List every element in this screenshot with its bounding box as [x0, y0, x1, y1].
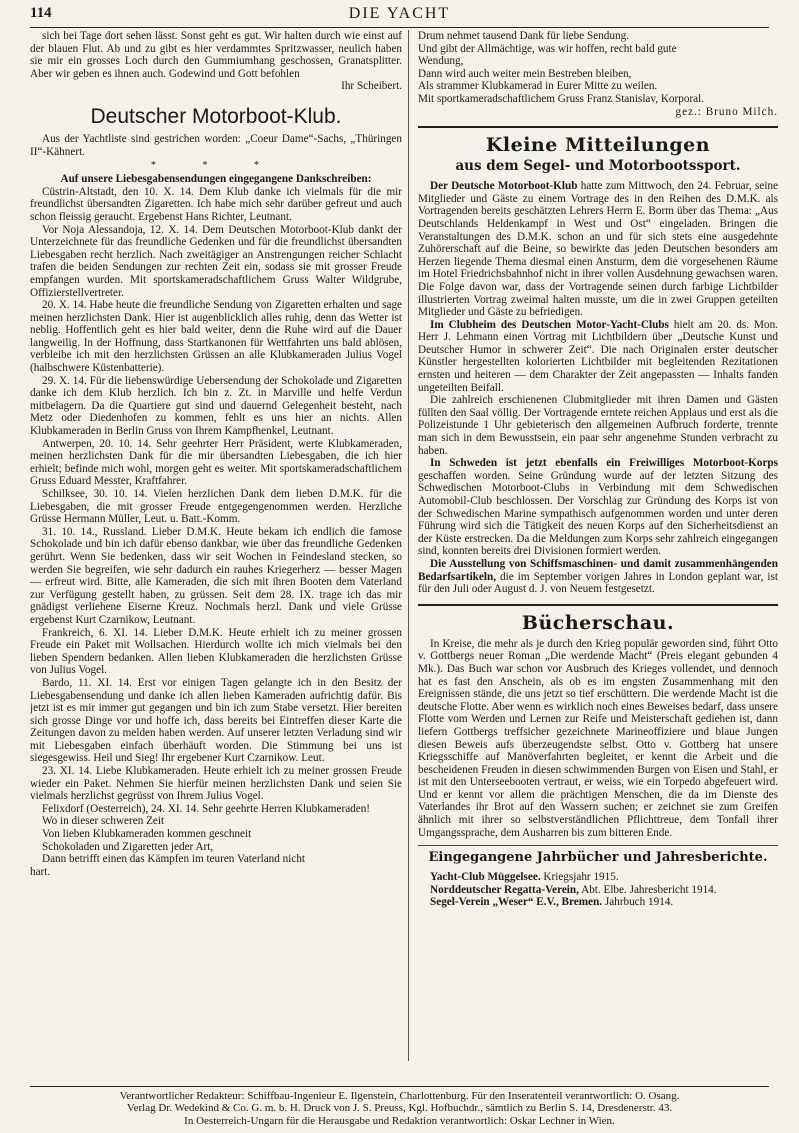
report-club: Norddeutscher Regatta-Verein, [430, 883, 579, 896]
report-text: Jahrbuch 1914. [602, 896, 674, 909]
report-item [418, 884, 778, 897]
report-item [418, 896, 778, 909]
running-title: DIE YACHT [348, 5, 451, 22]
poem-line-end: hart. [30, 865, 51, 878]
news-item-text: die im September vorigen Jahres in London geplant war, ist für den Juli oder August d. J. von Neuem festgesetzt. [418, 570, 778, 596]
news-item-text: geschaffen worden. Seine Gründung wurde auf der letzten Sitzung des Schwedischen Motorboot-Clubs in Verbindung mit dem Schwedischen Automobil-Club beschlossen. Der Vorschlag zur Gründung des Korps ist von der Schwedischen Marine sympathisch aufgenommen worden und unter deren Führung wird sich die Tätigkeit des neuen Korps auf den Sicherheitsdienst an der Küste erstrecken. Da die Meldungen zum Korps sehr zahlreich eingegangen sind, konnten bereits drei Divisionen formiert werden. [418, 469, 778, 558]
report-club: Yacht-Club Müggelsee. [430, 871, 541, 884]
news-item-lead: Die Ausstellung von Schiffsmaschinen- und damit zusammenhängenden Bedarfsartikeln, [418, 557, 778, 583]
thank-you-letter: Frankreich, 6. XI. 14. Lieber D.M.K. Heute erhielt ich zu meiner grossen Freude ein Paket mit Wollsachen. Hierdurch wollte ich mich vielmals bei den lieben Spendern bedanken. Allen lieben Klubkameraden die herzlichsten Grüsse von Julius Vogel. [30, 626, 402, 677]
poem-line: Wo in dieser schweren Zeit [42, 815, 165, 828]
news-item-lead: Im Clubheim des Deutschen Motor-Yacht-Clubs [430, 318, 669, 331]
letters-heading: Auf unsere Liebesgabensendungen eingegangene Dankschreiben: [60, 173, 372, 186]
thank-you-letter: Schilksee, 30. 10. 14. Vielen herzlichen Dank dem lieben D.M.K. für die Liebesgaben, die mit grosser Freude entgegengenommen werden. Herzliche Grüsse Hermann Müller, Leut. u. Batt.-Komm. [30, 488, 402, 526]
book-review: In Kreise, die mehr als je durch den Krieg populär geworden sind, führt Otto v. Gottbergs neuer Roman „Die werdende Macht“ (Preis elegant gebunden 4 Mk.). Das Buch war schon vor Ausbruch des Krieges vollendet, und dennoch hat es fast den Anschein, als ob es im engsten Zusammenhang mit den Ereignissen stände, die uns jetzt so tief erschüttern. Die werdende Macht ist die deutsche Flotte. Aber wenn es wirklich noch eines Beweises bedarf, dass unsere Flotte vom Werden und Lernen zur Reife und Meisterschaft gediehen ist, dann liefern Gottbergs treffsicher gezeichnete Marineoffiziere und blaue Jungen diesen Beweis aufs überzeugendste selbst. Otto v. Gottberg hat unsere Kriegsschiffe auf Manöverfahrten begleitet, er kennt die Arbeit und die bescheidenen Freuden in diesen schwimmenden Burgen von Eisen und Stahl, er ist mit den Unterseebooten vertraut, er weiss, wie ein Torpedo abgefeuert wird. Und er kennt vor allem die prächtigen Menschen, die da im Dienste des Vaterlandes ihr Brot auf den Wassern suchen; er zeichnet sie zum Greifen ähnlich mit ihrer so selbstverständlichen Pflichttreue, dem Tonfall ihrer Umgangssprache, dem Ausharren bis zum bitteren Ende. [418, 637, 778, 839]
imprint-footer [30, 1086, 769, 1127]
books-title: Bücherschau. [521, 611, 675, 634]
thank-you-letter: Antwerpen, 20. 10. 14. Sehr geehrter Herr Präsident, werte Klubkameraden, meinen herzlichsten Dank für die mir übersandten Liebesgaben, die ich hier erhielt; befinde mich wohl, morgen geht es weiter. Mit sportskameradschaftlichem Gruss Eduard Messter, Kraftfahrer. [30, 437, 402, 488]
report-text: Kriegsjahr 1915. [540, 871, 619, 884]
page-number: 114 [30, 5, 52, 21]
poem-line: Mit sportkameradschaftlichem Gruss Franz Stanislav, Korporal. [418, 92, 705, 105]
poem-block [30, 815, 402, 878]
poem-line: Von lieben Klubkameraden kommen geschneit [42, 828, 252, 841]
thank-you-letter: Cüstrin-Altstadt, den 10. X. 14. Dem Klub danke ich vielmals für die mir freundlichst übersandten Zigaretten. Ich habe mich sehr darüber gefreut und auch schon fleissig geraucht. Ergebenst Hans Richter, Leutnant. [30, 185, 402, 223]
thank-you-letter: Bardo, 11. XI. 14. Erst vor einigen Tagen gelangte ich in den Besitz der Liebesgabensendung und danke ich allen lieben Kameraden aufrichtig dafür. Bis jetzt ist es mir immer gut gegangen und bin ich zum Stabe versetzt. Hier bereiten sich grosse Dinge vor und hoffe ich, dass bereits bei Eintreffen dieser Karte die Zeitungen davon zu melden haben werden. Auf unserer letzten Verladung sind wir mit Liebesgaben einfach überhäuft worden. Die Stimmung bei uns ist siegesgewiss. Heil und Sieg! Ihr ergebener Kurt Czarnikow. Leut. [30, 676, 402, 765]
left-column [30, 30, 402, 1061]
news-title: Kleine Mitteilungen [485, 134, 711, 157]
poem-line: Dann wird auch weiter mein Bestreben bleiben, [418, 67, 632, 80]
poem-line: Als strammer Klubkamerad in Eurer Mitte zu weilen. [418, 80, 658, 93]
news-item-text: Die zahlreich erschienenen Clubmitglieder mit ihren Damen und Gästen füllten den Saal völlig. Der Vortragende erntete reichen Applaus und erst als die Polizeistunde 1 Uhr gebieterisch den allgemeinen Aufbruch forderte, trennte man sich in dem Bewusstsein, ein paar sehr angenehme Stunden verbracht zu haben. [418, 394, 778, 457]
section-rule [418, 845, 778, 846]
news-item [418, 319, 778, 395]
poem-line: Wendung, [418, 55, 464, 68]
column-divider [408, 30, 409, 1061]
poem-continuation [418, 30, 778, 106]
page-header [30, 5, 769, 28]
section-separator-stars: * * * [151, 160, 281, 172]
news-item [418, 394, 778, 457]
thank-you-letter: 20. X. 14. Habe heute die freundliche Sendung von Zigaretten erhalten und sage meinen herzlichsten Dank. Hier ist augenblicklich alles ruhig, denn das Wetter ist neblig. Hoffentlich geht es hier bald weiter, denn die Ruhe wird auf die Dauer langweilig. In der Hoffnung, dass Startkanonen für Wettfahrten uns bald ablösen, verbleibe ich mit den herzlichsten Grüssen an alle Klubkameraden Julius Vogel (halbschwere Küstenbatterie). [30, 299, 402, 375]
poem-line: Und gibt der Allmächtige, was wir hoffen, recht bald gute [418, 42, 677, 55]
section-rule [418, 604, 778, 606]
imprint-line: In Oesterreich-Ungarn für die Herausgabe und Redaktion verantwortlich: Oskar Lechner in Wien. [184, 1114, 615, 1127]
right-column [418, 30, 778, 1061]
imprint-line: Verlag Dr. Wedekind & Co. G. m. b. H. Druck von J. S. Preuss, Kgl. Hofbuchdr., sämtlich zu Berlin S. 14, Dresdenerstr. 43. [126, 1102, 673, 1115]
poem-line: Schokoladen und Zigaretten jeder Art, [42, 840, 214, 853]
thank-you-letter: Vor Noja Alessandoja, 12. X. 14. Dem Deutschen Motorboot-Klub dankt der Unterzeichnete für das freundliche Gedenken und für die freundlichst übersandten Liebesgaben recht herzlich. Nach zweitägiger an Anstrengungen reicher Schlacht trafen die beiden Sendungen zur rechten Zeit ein, sodass sie mit grosser Freude empfangen wurden. Mit sportskameradschaftlichem Gruss Walter Wildgrube, Offizierstellvertreter. [30, 223, 402, 299]
section-title-dmk: Deutscher Motorboot-Klub. [90, 104, 342, 128]
news-item [418, 180, 778, 319]
report-club: Segel-Verein „Weser“ E.V., Bremen. [430, 896, 603, 909]
thank-you-letter: Felixdorf (Oesterreich), 24. XI. 14. Sehr geehrte Herren Klubkameraden! [42, 802, 371, 815]
letter-signature: Ihr Scheibert. [341, 80, 402, 93]
removed-yachts-notice: Aus der Yachtliste sind gestrichen worden: „Coeur Dame“-Sachs, „Thüringen II“-Kähnert. [30, 132, 402, 158]
report-item [418, 871, 778, 884]
news-item-text: hatte zum Mittwoch, den 24. Februar, seine Mitglieder und Gäste zu einem Vortrage des in den Reihen des D.M.K. als Vortragenden bereits geschätzten Lehrers Herrn E. Borm über das Thema: „Aus Deutschlands Heldenkampf in West und Ost“ eingeladen. Bringen die Veranstaltungen des D.M.K. schon an und für sich stets eine ausgedehnte Zuhörerschaft auf die Beine, so bewirkte das jeden Deutschen besonders am Herzen liegende Thema diesmal einen Ansturm, dem die vorgesehenen Räume im Hotel Friedrichsbahnhof nicht in ihrer vollen Ausdehnung gewachsen waren. Die Folge davon war, dass der Vortragende seinen durch farbige Lichtbilder illustrierten Vortrag zweimal halten musste, um die in zwei Gruppen geteilten Mitglieder und Gäste zu befriedigen. [418, 180, 778, 319]
news-item [418, 457, 778, 558]
news-item-lead: Der Deutsche Motorboot-Klub [430, 180, 578, 193]
poem-signature: gez.: Bruno Milch. [675, 105, 778, 118]
reports-title: Eingegangene Jahrbücher und Jahresberichte. [428, 850, 768, 866]
thank-you-letter: 29. X. 14. Für die liebenswürdige Uebersendung der Schokolade und Zigaretten danke ich dem Klub herzlich. Ich bin z. Zt. in Marville und helfe Verdun mitbelagern. Da die Quartiere gut sind und dauernd Gelegenheit besteht, nach Metz oder Diedenhofen zu kommen, fehlt es uns hier an nichts. Allen Klubkameraden in Berlin Gruss von Ihrem Kampfhenkel, Leutnant. [30, 374, 402, 438]
news-subtitle: aus dem Segel- und Motorbootssport. [455, 158, 741, 175]
thank-you-letter: 23. XI. 14. Liebe Klubkameraden. Heute erhielt ich zu meiner grossen Freude wieder ein Paket. Nehmen Sie hierfür meinen herzlichsten Dank und seien Sie vielmals herzlichst gegrüsst von Ihrem Julius Vogel. [30, 765, 402, 803]
thank-you-letter: 31. 10. 14., Russland. Lieber D.M.K. Heute bekam ich endlich die famose Schokolade und bin ich dafür ebenso dankbar, wie über das freundliche Gedenken gerührt. Wenn Sie bedenken, dass wir seit Wochen in Feindesland stecken, so werden Sie begreifen, wie sehr dadurch ein rauhes Kriegerherz — besser Magen — erfreut wird. Bitte, alle Kameraden, die sich mit ihren Booten dem Vaterland zur Verfügung gestellt haben, zu grüssen. Seit dem 28. IX. trage ich das mir gnädigst verliehene Eiserne Kreuz. Nochmals herzl. Dank und viele Grüsse ergebenst Kurt Czarnikow, Leutnant. [30, 525, 402, 626]
section-rule [418, 126, 778, 128]
news-item-text: hielt am 20. ds. Mon. Herr J. Lehmann einen Vortrag mit Lichtbildern über „Deutsche Kunst und Deutscher Humor in schwerer Zeit“. Die nach Originalen erster deutscher Künstler hergestellten kolorierten Lichtbilder mit begleitenden Rezitationen ernsten und heiteren — dem Charakter der Zeit angepassten — Inhalts fanden ungeteilten Beifall. [418, 318, 778, 394]
poem-line: Drum nehmet tausend Dank für liebe Sendung. [418, 30, 629, 42]
poem-line: Dann betrifft einen das Kämpfen im teuren Vaterland nicht [42, 853, 306, 866]
imprint-line: Verantwortlicher Redakteur: Schiffbau-Ingenieur E. Ilgenstein, Charlottenburg. Für den Inseratenteil verantwortlich: O. Osang. [119, 1089, 680, 1102]
news-item-lead: In Schweden ist jetzt ebenfalls ein Freiwilliges Motorboot-Korps [430, 457, 778, 470]
report-text: Abt. Elbe. Jahresbericht 1914. [578, 883, 717, 896]
news-item [418, 558, 778, 596]
letter-continuation: sich bei Tage dort sehen lässt. Sonst geht es gut. Wir halten durch wie einst auf der blauen Flut. Ab und zu gibt es hier verdammtes Spritzwasser, neulich haben sie mir ein grosses Loch durch den Gummiumhang geschossen, Granatsplitter. Aber wir geben es ihnen auch. Godewind und Gott befohlen [30, 30, 402, 80]
